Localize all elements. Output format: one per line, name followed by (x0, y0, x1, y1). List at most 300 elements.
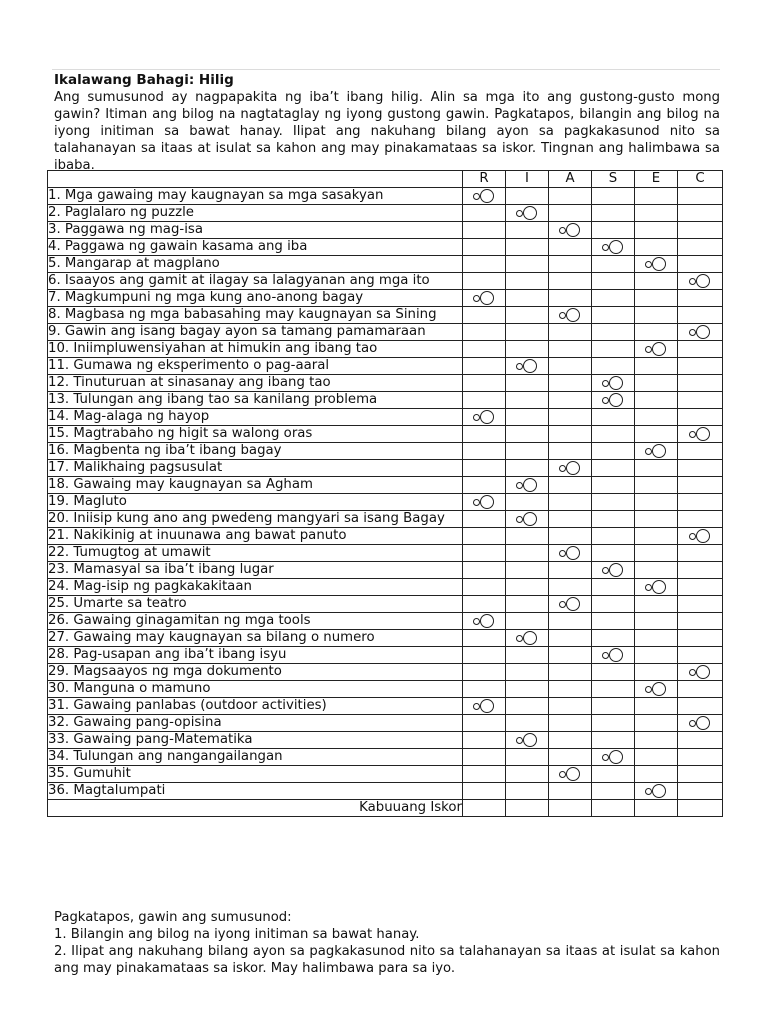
small-circle-icon (645, 584, 652, 591)
answer-bubble[interactable] (689, 274, 711, 288)
column-header-s: S (592, 171, 635, 188)
cell-e (635, 477, 678, 494)
cell-s (592, 596, 635, 613)
interest-item: 7. Magkumpuni ng mga kung ano-anong bagay (48, 290, 463, 307)
interest-item: 31. Gawaing panlabas (outdoor activities) (48, 698, 463, 715)
cell-i (506, 732, 549, 749)
cell-e (635, 596, 678, 613)
cell-c (678, 528, 723, 545)
cell-r (463, 749, 506, 766)
interest-item: 6. Isaayos ang gamit at ilagay sa lalagyanan ang mga ito (48, 273, 463, 290)
cell-e (635, 562, 678, 579)
total-score-label: Kabuuang Iskor (48, 800, 463, 817)
cell-i (506, 545, 549, 562)
cell-r (463, 562, 506, 579)
cell-c (678, 460, 723, 477)
cell-e (635, 375, 678, 392)
answer-bubble[interactable] (516, 359, 538, 373)
cell-r (463, 443, 506, 460)
circle-icon (480, 699, 494, 713)
cell-s (592, 715, 635, 732)
cell-a (549, 341, 592, 358)
table-row (48, 273, 723, 290)
small-circle-icon (516, 737, 523, 744)
table-row (48, 715, 723, 732)
cell-c (678, 409, 723, 426)
cell-r (463, 596, 506, 613)
cell-s (592, 511, 635, 528)
small-circle-icon (689, 533, 696, 540)
small-circle-icon (645, 788, 652, 795)
table-row (48, 324, 723, 341)
total-cell-r[interactable] (463, 800, 506, 817)
cell-i (506, 426, 549, 443)
circle-icon (566, 223, 580, 237)
answer-bubble[interactable] (516, 206, 538, 220)
circle-icon (609, 563, 623, 577)
table-row (48, 630, 723, 647)
cell-r (463, 205, 506, 222)
cell-e (635, 783, 678, 800)
cell-e (635, 698, 678, 715)
answer-bubble[interactable] (559, 767, 581, 781)
table-row (48, 392, 723, 409)
cell-s (592, 681, 635, 698)
cell-c (678, 579, 723, 596)
table-row (48, 647, 723, 664)
circle-icon (609, 750, 623, 764)
answer-bubble[interactable] (689, 427, 711, 441)
cell-c (678, 256, 723, 273)
cell-c (678, 494, 723, 511)
answer-bubble[interactable] (645, 682, 667, 696)
answer-bubble[interactable] (473, 410, 495, 424)
cell-i (506, 664, 549, 681)
small-circle-icon (689, 669, 696, 676)
interest-item: 2. Paglalaro ng puzzle (48, 205, 463, 222)
cell-a (549, 545, 592, 562)
cell-a (549, 596, 592, 613)
cell-s (592, 392, 635, 409)
cell-s (592, 562, 635, 579)
cell-a (549, 205, 592, 222)
answer-bubble[interactable] (516, 733, 538, 747)
cell-a (549, 375, 592, 392)
table-row (48, 426, 723, 443)
table-row (48, 528, 723, 545)
total-cell-a[interactable] (549, 800, 592, 817)
cell-r (463, 273, 506, 290)
cell-s (592, 307, 635, 324)
answer-bubble[interactable] (516, 631, 538, 645)
small-circle-icon (602, 652, 609, 659)
cell-r (463, 715, 506, 732)
cell-i (506, 647, 549, 664)
interest-item: 15. Magtrabaho ng higit sa walong oras (48, 426, 463, 443)
answer-bubble[interactable] (473, 291, 495, 305)
circle-icon (696, 529, 710, 543)
table-row (48, 409, 723, 426)
interest-item: 17. Malikhaing pagsusulat (48, 460, 463, 477)
interest-item: 26. Gawaing ginagamitan ng mga tools (48, 613, 463, 630)
cell-e (635, 341, 678, 358)
cell-a (549, 188, 592, 205)
section-intro: Ang sumusunod ay nagpapakita ng iba’t ibang hilig. Alin sa mga ito ang gustong-gusto mong gawin? Itiman ang bilog na nagtataglay ng iyong gustong gawin. Pagkatapos, bilangin ang bilog na iyong initiman sa bawat hanay. Ilipat ang nakuhang bilang ayon sa pagkakasunod nito sa talahanayan sa itaas at isulat sa kahon ang may pinakamataas sa iskor. Tingnan ang halimbawa sa ibaba. (54, 90, 720, 173)
table-row (48, 766, 723, 783)
cell-c (678, 392, 723, 409)
interest-item: 33. Gawaing pang-Matematika (48, 732, 463, 749)
cell-c (678, 358, 723, 375)
cell-e (635, 545, 678, 562)
cell-i (506, 613, 549, 630)
cell-r (463, 630, 506, 647)
circle-icon (566, 461, 580, 475)
circle-icon (480, 495, 494, 509)
cell-a (549, 528, 592, 545)
cell-r (463, 494, 506, 511)
cell-s (592, 630, 635, 647)
answer-bubble[interactable] (645, 444, 667, 458)
cell-a (549, 494, 592, 511)
answer-bubble[interactable] (473, 189, 495, 203)
cell-r (463, 477, 506, 494)
cell-s (592, 749, 635, 766)
table-row (48, 545, 723, 562)
answer-bubble[interactable] (516, 478, 538, 492)
cell-r (463, 664, 506, 681)
cell-a (549, 307, 592, 324)
cell-r (463, 613, 506, 630)
cell-s (592, 358, 635, 375)
cell-i (506, 273, 549, 290)
cell-c (678, 477, 723, 494)
small-circle-icon (473, 499, 480, 506)
cell-i (506, 783, 549, 800)
cell-a (549, 630, 592, 647)
small-circle-icon (602, 567, 609, 574)
small-circle-icon (473, 618, 480, 625)
cell-e (635, 443, 678, 460)
cell-r (463, 732, 506, 749)
table-row (48, 222, 723, 239)
cell-a (549, 256, 592, 273)
cell-s (592, 222, 635, 239)
answer-bubble[interactable] (516, 512, 538, 526)
cell-i (506, 596, 549, 613)
answer-bubble[interactable] (473, 699, 495, 713)
table-row (48, 290, 723, 307)
table-row (48, 239, 723, 256)
cell-e (635, 630, 678, 647)
small-circle-icon (516, 210, 523, 217)
interest-item: 35. Gumuhit (48, 766, 463, 783)
interest-table (47, 170, 723, 817)
cell-i (506, 205, 549, 222)
cell-i (506, 222, 549, 239)
total-row (48, 800, 723, 817)
interest-item: 30. Manguna o mamuno (48, 681, 463, 698)
cell-e (635, 256, 678, 273)
cell-e (635, 664, 678, 681)
cell-i (506, 375, 549, 392)
interest-item: 19. Magluto (48, 494, 463, 511)
cell-r (463, 579, 506, 596)
cell-s (592, 477, 635, 494)
cell-c (678, 545, 723, 562)
cell-s (592, 426, 635, 443)
circle-icon (652, 444, 666, 458)
cell-s (592, 188, 635, 205)
follow-up-instructions (54, 909, 720, 977)
interest-item: 20. Iniisip kung ano ang pwedeng mangyari sa isang Bagay (48, 511, 463, 528)
circle-icon (566, 767, 580, 781)
circle-icon (566, 597, 580, 611)
cell-e (635, 205, 678, 222)
cell-e (635, 715, 678, 732)
answer-bubble[interactable] (473, 614, 495, 628)
cell-a (549, 222, 592, 239)
cell-s (592, 783, 635, 800)
answer-bubble[interactable] (645, 784, 667, 798)
small-circle-icon (559, 465, 566, 472)
answer-bubble[interactable] (689, 716, 711, 730)
interest-item: 11. Gumawa ng eksperimento o pag-aaral (48, 358, 463, 375)
answer-bubble[interactable] (602, 376, 624, 390)
cell-s (592, 460, 635, 477)
table-row (48, 460, 723, 477)
answer-bubble[interactable] (645, 580, 667, 594)
small-circle-icon (645, 261, 652, 268)
table-row (48, 341, 723, 358)
total-cell-s[interactable] (592, 800, 635, 817)
cell-r (463, 426, 506, 443)
circle-icon (696, 665, 710, 679)
instructions-lead: Pagkatapos, gawin ang sumusunod: (54, 910, 292, 925)
interest-item: 13. Tulungan ang ibang tao sa kanilang problema (48, 392, 463, 409)
cell-i (506, 715, 549, 732)
interest-item: 3. Paggawa ng mag-isa (48, 222, 463, 239)
cell-i (506, 494, 549, 511)
small-circle-icon (559, 227, 566, 234)
cell-c (678, 273, 723, 290)
item-column-header (48, 171, 463, 188)
cell-s (592, 698, 635, 715)
cell-i (506, 562, 549, 579)
cell-r (463, 341, 506, 358)
cell-c (678, 239, 723, 256)
cell-i (506, 409, 549, 426)
cell-i (506, 307, 549, 324)
cell-s (592, 341, 635, 358)
table-row (48, 732, 723, 749)
small-circle-icon (516, 635, 523, 642)
cell-a (549, 664, 592, 681)
circle-icon (696, 716, 710, 730)
interest-item: 8. Magbasa ng mga babasahing may kaugnayan sa Sining (48, 307, 463, 324)
circle-icon (609, 376, 623, 390)
small-circle-icon (689, 329, 696, 336)
cell-a (549, 443, 592, 460)
total-cell-e[interactable] (635, 800, 678, 817)
answer-bubble[interactable] (602, 563, 624, 577)
cell-s (592, 494, 635, 511)
cell-c (678, 290, 723, 307)
small-circle-icon (602, 380, 609, 387)
answer-bubble[interactable] (602, 750, 624, 764)
table-row (48, 698, 723, 715)
interest-item: 12. Tinuturuan at sinasanay ang ibang tao (48, 375, 463, 392)
cell-e (635, 290, 678, 307)
cell-c (678, 562, 723, 579)
answer-bubble[interactable] (689, 529, 711, 543)
cell-a (549, 783, 592, 800)
cell-a (549, 273, 592, 290)
cell-a (549, 647, 592, 664)
column-header-c: C (678, 171, 723, 188)
small-circle-icon (473, 703, 480, 710)
cell-e (635, 528, 678, 545)
circle-icon (652, 257, 666, 271)
cell-e (635, 188, 678, 205)
answer-bubble[interactable] (645, 257, 667, 271)
circle-icon (609, 648, 623, 662)
answer-bubble[interactable] (602, 648, 624, 662)
cell-r (463, 698, 506, 715)
cell-i (506, 443, 549, 460)
interest-item: 16. Magbenta ng iba’t ibang bagay (48, 443, 463, 460)
section-title: Ikalawang Bahagi: Hilig (54, 72, 234, 88)
cell-i (506, 324, 549, 341)
answer-bubble[interactable] (559, 546, 581, 560)
interest-item: 1. Mga gawaing may kaugnayan sa mga sasakyan (48, 188, 463, 205)
small-circle-icon (473, 414, 480, 421)
column-header-a: A (549, 171, 592, 188)
cell-c (678, 749, 723, 766)
cell-c (678, 375, 723, 392)
circle-icon (480, 410, 494, 424)
table-row (48, 307, 723, 324)
cell-c (678, 222, 723, 239)
cell-a (549, 749, 592, 766)
total-cell-i[interactable] (506, 800, 549, 817)
total-cell-c[interactable] (678, 800, 723, 817)
answer-bubble[interactable] (473, 495, 495, 509)
cell-s (592, 647, 635, 664)
cell-r (463, 545, 506, 562)
cell-r (463, 647, 506, 664)
answer-bubble[interactable] (559, 223, 581, 237)
circle-icon (609, 393, 623, 407)
cell-i (506, 511, 549, 528)
answer-bubble[interactable] (689, 665, 711, 679)
cell-a (549, 324, 592, 341)
small-circle-icon (559, 771, 566, 778)
answer-bubble[interactable] (559, 461, 581, 475)
cell-e (635, 647, 678, 664)
cell-e (635, 239, 678, 256)
circle-icon (652, 580, 666, 594)
cell-i (506, 766, 549, 783)
cell-e (635, 409, 678, 426)
answer-bubble[interactable] (689, 325, 711, 339)
small-circle-icon (689, 431, 696, 438)
interest-item: 36. Magtalumpati (48, 783, 463, 800)
cell-r (463, 409, 506, 426)
cell-e (635, 494, 678, 511)
cell-c (678, 307, 723, 324)
cell-r (463, 460, 506, 477)
table-row (48, 205, 723, 222)
cell-i (506, 477, 549, 494)
circle-icon (480, 614, 494, 628)
circle-icon (523, 631, 537, 645)
cell-e (635, 681, 678, 698)
answer-bubble[interactable] (602, 240, 624, 254)
cell-r (463, 528, 506, 545)
small-circle-icon (602, 244, 609, 251)
cell-i (506, 290, 549, 307)
small-circle-icon (645, 346, 652, 353)
column-header-r: R (463, 171, 506, 188)
cell-a (549, 613, 592, 630)
cell-s (592, 664, 635, 681)
cell-i (506, 460, 549, 477)
answer-bubble[interactable] (559, 308, 581, 322)
cell-i (506, 528, 549, 545)
table-row (48, 681, 723, 698)
circle-icon (652, 682, 666, 696)
cell-a (549, 562, 592, 579)
interest-item: 24. Mag-isip ng pagkakakitaan (48, 579, 463, 596)
cell-s (592, 443, 635, 460)
cell-r (463, 358, 506, 375)
interest-item: 5. Mangarap at magplano (48, 256, 463, 273)
cell-c (678, 732, 723, 749)
cell-i (506, 341, 549, 358)
table-body (48, 188, 723, 800)
cell-s (592, 273, 635, 290)
cell-i (506, 579, 549, 596)
small-circle-icon (516, 482, 523, 489)
table-row (48, 596, 723, 613)
small-circle-icon (689, 720, 696, 727)
cell-a (549, 460, 592, 477)
interest-item: 29. Magsaayos ng mga dokumento (48, 664, 463, 681)
table-row (48, 188, 723, 205)
cell-e (635, 749, 678, 766)
interest-item: 25. Umarte sa teatro (48, 596, 463, 613)
table-row (48, 511, 723, 528)
interest-item: 28. Pag-usapan ang iba’t ibang isyu (48, 647, 463, 664)
small-circle-icon (516, 363, 523, 370)
cell-s (592, 528, 635, 545)
circle-icon (523, 733, 537, 747)
cell-e (635, 222, 678, 239)
interest-item: 34. Tulungan ang nangangailangan (48, 749, 463, 766)
cell-a (549, 579, 592, 596)
cell-s (592, 205, 635, 222)
answer-bubble[interactable] (645, 342, 667, 356)
table-row (48, 613, 723, 630)
answer-bubble[interactable] (559, 597, 581, 611)
answer-bubble[interactable] (602, 393, 624, 407)
cell-e (635, 273, 678, 290)
cell-r (463, 290, 506, 307)
cell-a (549, 409, 592, 426)
interest-item: 32. Gawaing pang-opisina (48, 715, 463, 732)
cell-a (549, 392, 592, 409)
cell-c (678, 664, 723, 681)
